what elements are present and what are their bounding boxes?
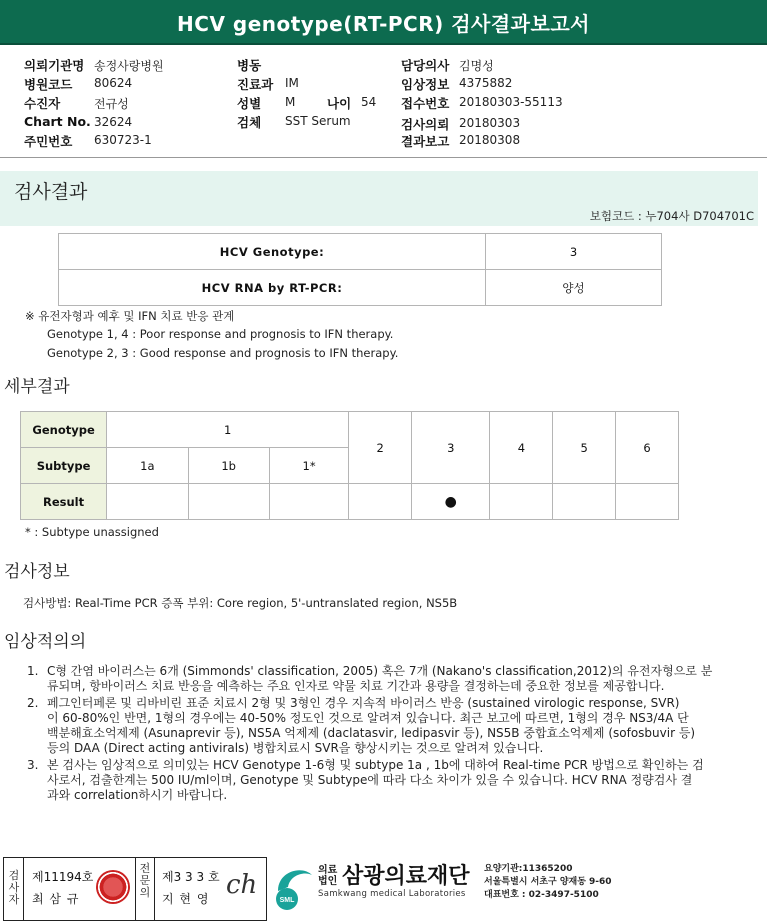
org-address: 서울특별시 서초구 양재동 9-60	[484, 877, 612, 887]
subtype-label: Subtype	[21, 448, 107, 484]
header-label: 병동	[237, 58, 262, 73]
logo-text: SML	[279, 897, 295, 904]
header-value: 32624	[94, 115, 133, 129]
subtype-cell: 1*	[269, 448, 348, 484]
genotype-cell: 4	[490, 412, 553, 484]
header-label: 성별	[237, 96, 262, 111]
table-row	[59, 270, 662, 306]
header-label: 검체	[237, 115, 262, 130]
org-name: 삼광의료재단	[342, 864, 470, 889]
detail-table	[20, 411, 679, 520]
header-label: 접수번호	[401, 96, 450, 111]
genotype-cell: 5	[553, 412, 616, 484]
insurance-code: 보험코드 : 누704사 D704701C	[589, 209, 754, 223]
result-cell	[616, 484, 679, 520]
clinical-num: 1.	[27, 664, 39, 678]
result-cell	[349, 484, 412, 520]
notes-line: Genotype 1, 4 : Poor response and prognosis to IFN therapy.	[47, 327, 394, 341]
result-cell	[107, 484, 188, 520]
org-prefix-1: 의료	[318, 865, 338, 876]
detail-heading: 세부결과	[4, 377, 70, 397]
subtype-cell: 1b	[188, 448, 269, 484]
header-value: SST Serum	[285, 114, 351, 128]
org-prefix-2: 법인	[318, 876, 338, 887]
signature-box	[3, 857, 267, 921]
genotype-cell: 6	[616, 412, 679, 484]
footnote: * : Subtype unassigned	[25, 525, 159, 539]
doctor-name: 지 현 영	[162, 892, 210, 906]
clinical-line: 이 60-80%인 반면, 1형의 경우에는 40-50% 정도인 것으로 알려져 있습니다. 최근 보고에 따르면, 1형의 경우 NS3/4A 단	[47, 711, 689, 725]
report-footer	[0, 855, 767, 923]
result-label: Result	[21, 484, 107, 520]
tester-license: 제11194호	[32, 870, 94, 884]
result-cell	[269, 484, 348, 520]
org-english: Samkwang medical Laboratories	[318, 889, 466, 899]
header-label: 담당의사	[401, 58, 450, 73]
org-contact	[484, 863, 612, 902]
tester-name: 최 삼 규	[32, 892, 80, 906]
vchar: 자	[8, 893, 20, 906]
result-cell	[553, 484, 616, 520]
org-prefix	[318, 865, 337, 887]
age-value: 54	[361, 95, 377, 109]
method-text: 검사방법: Real-Time PCR 증폭 부위: Core region, 5'-untranslated region, NS5B	[23, 596, 458, 610]
table-row	[21, 484, 679, 520]
notes-title: ※ 유전자형과 예후 및 IFN 치료 반응 관계	[25, 309, 235, 323]
header-value: 송정사랑병원	[94, 59, 164, 73]
doctor-license: 제3 3 3 호	[162, 870, 220, 884]
header-label: 결과보고	[401, 134, 450, 149]
org-logo-icon	[272, 861, 316, 913]
clinical-line: 사로서, 검출한계는 500 IU/ml이며, Genotype 및 Subtype에 따라 다소 차이가 있을 수 있습니다. HCV RNA 정량검사 결	[47, 773, 693, 787]
age-label: 나이	[327, 96, 352, 111]
clinical-line: 백분해효소억제제 (Asunaprevir 등), NS5A 억제제 (daclatasvir, ledipasvir 등), NS5B 중합효소억제제 (sofosbuvir 등)	[47, 726, 696, 740]
seal-stamp	[96, 870, 130, 904]
org-phone: 대표번호 : 02-3497-5100	[484, 890, 599, 900]
header-label: 임상정보	[401, 77, 450, 92]
org-code: 요양기관:11365200	[484, 864, 573, 874]
vchar: 의	[139, 886, 151, 899]
header-value: 전규성	[94, 97, 129, 111]
result-cell	[490, 484, 553, 520]
header-value: 80624	[94, 76, 133, 90]
result-cell	[188, 484, 269, 520]
header-value: 20180308	[459, 133, 521, 147]
vchar: 전	[139, 862, 151, 875]
vchar: 사	[8, 881, 20, 894]
header-value: 김명성	[459, 59, 494, 73]
header-value: 20180303	[459, 116, 521, 130]
clinical-line: C형 간염 바이러스는 6개 (Simmonds' classification, 2005) 혹은 7개 (Nakano's classification,2012)의 유전자형으로 분	[47, 664, 713, 678]
notes-line: Genotype 2, 3 : Good response and prognosis to IFN therapy.	[47, 346, 399, 360]
genotype-cell: 2	[349, 412, 412, 484]
header-value: 630723-1	[94, 133, 152, 147]
header-label: 의뢰기관명	[24, 58, 85, 73]
clinical-line: 과와 correlation하시기 바랍니다.	[47, 788, 228, 802]
title-bar	[0, 0, 767, 45]
summary-value: 3	[486, 234, 662, 270]
header-value: M	[285, 95, 296, 109]
clinical-line: 페그인터페론 및 리바비린 표준 치료시 2형 및 3형인 경우 지속적 바이러스 반응 (sustained virologic response, SVR)	[47, 696, 680, 710]
clinical-line: 류되며, 항바이러스 치료 반응을 예측하는 주요 인자로 약물 치료 기간과 용량을 결정하는데 중요한 정보를 제공합니다.	[47, 679, 665, 693]
header-label: 진료과	[237, 77, 274, 92]
clinical-line: 등의 DAA (Direct acting antivirals) 병합치료시 SVR을 향상시키는 것으로 알려져 있습니다.	[47, 741, 544, 755]
header-label: 검사의뢰	[401, 117, 450, 132]
vchar: 검	[8, 869, 20, 882]
header-value: 20180303-55113	[459, 95, 563, 109]
header-value: IM	[285, 76, 299, 90]
header-divider	[0, 157, 767, 158]
header-label: 수진자	[24, 96, 61, 111]
tester-vlabel	[8, 870, 20, 906]
summary-key: HCV Genotype:	[59, 234, 486, 270]
header-label: Chart No.	[24, 114, 91, 129]
vchar: 문	[139, 874, 151, 887]
summary-table	[58, 233, 662, 306]
result-marker: ●	[444, 493, 457, 510]
header-label: 병원코드	[24, 77, 73, 92]
summary-key: HCV RNA by RT-PCR:	[59, 270, 486, 306]
result-cell-genotype-3	[412, 484, 490, 520]
signature: ch	[226, 870, 258, 900]
clinical-num: 2.	[27, 696, 39, 710]
clinical-heading: 임상적의의	[4, 632, 87, 652]
header-value: 4375882	[459, 76, 513, 90]
subtype-cell: 1a	[107, 448, 188, 484]
table-row	[59, 234, 662, 270]
info-heading: 검사정보	[4, 562, 70, 582]
page-title: HCV genotype(RT-PCR) 검사결과보고서	[177, 12, 590, 36]
table-row	[21, 412, 679, 448]
clinical-num: 3.	[27, 758, 39, 772]
summary-value: 양성	[486, 270, 662, 306]
genotype-cell: 3	[412, 412, 490, 484]
genotype-label: Genotype	[21, 412, 107, 448]
doctor-vlabel	[139, 863, 151, 899]
clinical-line: 본 검사는 임상적으로 의미있는 HCV Genotype 1-6형 및 subtype 1a , 1b에 대하여 Real-time PCR 방법으로 확인하는 검	[47, 758, 704, 772]
results-heading: 검사결과	[14, 181, 88, 203]
header-label: 주민번호	[24, 134, 73, 149]
genotype-1-cell: 1	[107, 412, 349, 448]
